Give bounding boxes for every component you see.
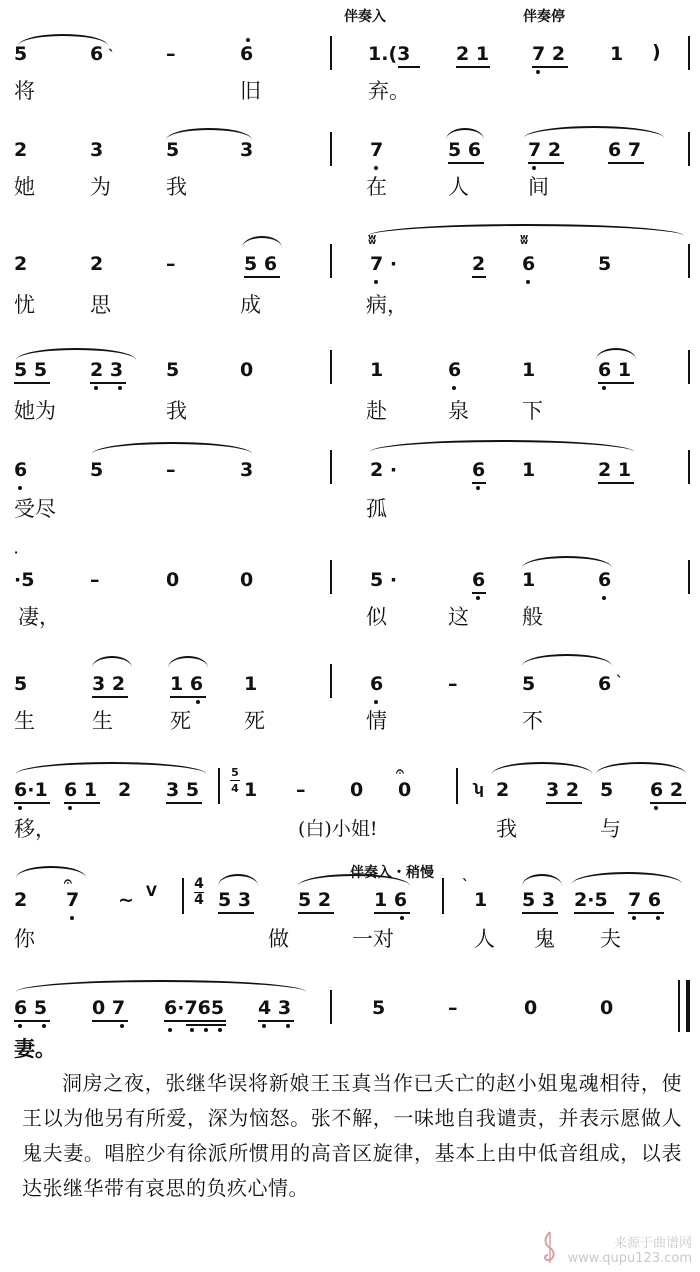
slur [16, 762, 206, 774]
bar-line [218, 768, 220, 804]
note: 5 2 [298, 889, 332, 911]
lyric: 妻。 [14, 1036, 56, 1061]
underline [650, 802, 686, 804]
slur [522, 654, 612, 666]
description-paragraph: 洞房之夜，张继华误将新娘王玉真当作已夭亡的赵小姐鬼魂相待，使王以为他另有所爱，深为恼怒。张不解，一味地自我谴责，并表示愿做人鬼夫妻。唱腔少有徐派所惯用的高音区旋律，基本上由中低音组成，以表达张继华带有哀思的负疚心情。 [22, 1071, 682, 1200]
note: 6 7 [608, 139, 642, 161]
note: 5 [598, 253, 612, 275]
note: 3 [240, 459, 254, 481]
dot [374, 280, 378, 284]
note: 0 [240, 569, 254, 591]
underline [598, 382, 634, 384]
note: 0 7 [92, 997, 126, 1019]
lyric: 泉 [448, 399, 469, 423]
lyric: 一对 [352, 927, 394, 951]
slur [522, 556, 612, 568]
note: 6 1 [598, 359, 632, 381]
note: – [166, 253, 176, 275]
lyric: 为 [90, 175, 111, 199]
note: 6 [472, 569, 486, 591]
dot [400, 916, 404, 920]
dot [286, 1024, 290, 1028]
lyric: 病， [366, 293, 408, 317]
note: 7 2 [528, 139, 562, 161]
score-line-6 [0, 542, 700, 662]
note: 1 [522, 459, 536, 481]
underline [298, 912, 334, 914]
slur [16, 980, 306, 992]
note: 6 2 [650, 779, 684, 801]
note: – [90, 569, 100, 591]
note: 1 6 [374, 889, 408, 911]
underline [92, 696, 128, 698]
note: 2 1 [598, 459, 632, 481]
watermark-title: 来源于曲谱网 [613, 1236, 692, 1251]
underline [472, 482, 486, 484]
lyric: 赴 [366, 399, 387, 423]
lyric: 将 [14, 79, 35, 103]
breath-mark: ˎ [108, 36, 115, 52]
note: 2 [118, 779, 132, 801]
lyric: 人 [448, 175, 469, 199]
underline [258, 1020, 294, 1022]
note: 6 1 [64, 779, 98, 801]
note: ·5 [14, 569, 35, 591]
bar-line [330, 244, 332, 278]
underline [528, 162, 564, 164]
score-line-5 [0, 436, 700, 556]
note: – [166, 43, 176, 65]
note: 3 2 [92, 673, 126, 695]
slur [492, 762, 592, 774]
time-signature: 4 4 [194, 876, 204, 908]
lyric: 我 [166, 175, 187, 199]
note: 0 [524, 997, 538, 1019]
dot [68, 806, 72, 810]
lyric: (白)小姐! [298, 818, 378, 840]
dot [168, 1028, 172, 1032]
note: 3 [240, 139, 254, 161]
underline [398, 66, 420, 68]
note: 2 [14, 889, 28, 911]
underline [218, 912, 254, 914]
trill-mark: ʬ [368, 232, 377, 248]
dot [94, 386, 98, 390]
dot [218, 1028, 222, 1032]
score-line-2 [0, 118, 700, 238]
dot [70, 916, 74, 920]
note: 5 3 [522, 889, 556, 911]
dot [374, 166, 378, 170]
score-line-8 [0, 752, 700, 872]
note: 7 [370, 139, 384, 161]
lyric: 受尽 [14, 497, 56, 521]
lyric: 夫 [600, 927, 621, 951]
slur [522, 874, 562, 886]
note: – [166, 459, 176, 481]
bar-line [688, 132, 690, 166]
note: 6 [472, 459, 486, 481]
note: 5 [600, 779, 614, 801]
note: 0 [600, 997, 614, 1019]
lyric: 成 [240, 293, 261, 317]
bar-line [688, 36, 690, 70]
lyric: 在 [366, 175, 387, 199]
dot [190, 1028, 194, 1032]
slur [524, 126, 664, 138]
dot [656, 916, 660, 920]
dot [196, 700, 200, 704]
fermata-icon: 𝄐 [396, 764, 404, 780]
lyric: 不 [522, 709, 543, 733]
note: 5 [166, 359, 180, 381]
score-line-7 [0, 648, 700, 768]
bar-line [330, 36, 332, 70]
underline [472, 592, 486, 594]
treble-clef-icon [538, 1230, 562, 1264]
bar-line [688, 244, 690, 278]
note: 1 [370, 359, 384, 381]
bar-line [330, 350, 332, 384]
note: 2 [14, 253, 28, 275]
lyric: 她 [14, 175, 35, 199]
note: 6·765 [164, 997, 225, 1019]
accompaniment-stop-mark: 伴奏停 [523, 9, 565, 25]
underline [186, 1024, 226, 1026]
note: 5 [14, 43, 28, 65]
lyric: 般 [522, 605, 543, 629]
note: 6 [598, 569, 612, 591]
trill-mark: ʬ [520, 232, 529, 248]
slur [168, 656, 208, 668]
bar-line [182, 878, 184, 914]
final-bar-line-thick [686, 980, 690, 1032]
underline [164, 1020, 226, 1022]
score-line-4 [0, 330, 700, 450]
lyric: 下 [522, 399, 543, 423]
dot [532, 166, 536, 170]
slur [92, 656, 132, 668]
bar-line [688, 560, 690, 594]
note: 1 [610, 43, 624, 65]
note: 5 6 [244, 253, 278, 275]
lyric: 忧 [14, 293, 35, 317]
accompaniment-in-mark: 伴奏入 [344, 9, 386, 25]
dot [374, 700, 378, 704]
underline [14, 382, 50, 384]
note: 3 2 [546, 779, 580, 801]
underline [374, 912, 410, 914]
final-bar-line-thin [678, 980, 680, 1032]
slur [596, 762, 686, 774]
breath-mark: ᐯ [146, 884, 157, 900]
note: 2 · [370, 459, 398, 481]
lyric: 这 [448, 605, 469, 629]
watermark [567, 1232, 692, 1266]
note: 6 [90, 43, 104, 65]
bar-line [330, 132, 332, 166]
note: 6 [448, 359, 462, 381]
note: 0 [240, 359, 254, 381]
lyric: 孤 [366, 497, 387, 521]
free-tempo-mark: ʮ [474, 782, 484, 798]
note: 2·5 [574, 889, 608, 911]
note: 1 [522, 359, 536, 381]
score-line-9 [0, 856, 700, 976]
note: 1 [244, 673, 258, 695]
note: 5 3 [218, 889, 252, 911]
breath-mark: ˋ [462, 878, 469, 894]
bar-line [330, 664, 332, 698]
underline [244, 276, 280, 278]
lyric: 我 [496, 817, 517, 841]
time-signature: 5 4 [231, 766, 239, 795]
lyric: 与 [600, 817, 621, 841]
dot [246, 38, 250, 42]
lyric: 旧 [240, 79, 261, 103]
description-text [22, 1066, 682, 1206]
dot [526, 280, 530, 284]
lyric: 似 [366, 605, 387, 629]
underline [608, 162, 644, 164]
note: 6 [370, 673, 384, 695]
dot [120, 1024, 124, 1028]
note: 5 [14, 673, 28, 695]
underline [92, 1020, 128, 1022]
lyric: 移， [14, 817, 56, 841]
note: 6 5 [14, 997, 48, 1019]
dot [452, 386, 456, 390]
lyric: 鬼 [534, 927, 555, 951]
bar-line [456, 768, 458, 804]
note: 5 [372, 997, 386, 1019]
note: 2 1 [456, 43, 490, 65]
dot [536, 70, 540, 74]
bar-line [688, 350, 690, 384]
note: 1 6 [170, 673, 204, 695]
accompaniment-in-slow-mark: 伴奏入・稍慢 [350, 865, 434, 881]
underline [598, 482, 634, 484]
dot [18, 486, 22, 490]
note: 1 [522, 569, 536, 591]
note: ) [652, 41, 661, 63]
lyric: 我 [166, 399, 187, 423]
bar-line [330, 560, 332, 594]
underline [90, 382, 126, 384]
dot [476, 596, 480, 600]
underline [546, 802, 582, 804]
dot [18, 806, 22, 810]
dot [42, 1024, 46, 1028]
slur [16, 866, 86, 878]
underline [456, 66, 490, 68]
breath-mark: ˎ [616, 662, 623, 678]
lyric: 情 [366, 709, 387, 733]
lyric: 做 [268, 927, 289, 951]
note: – [448, 673, 458, 695]
slur [370, 440, 634, 452]
fermata-icon: 𝄐 [64, 874, 72, 890]
note: 5 6 [448, 139, 482, 161]
watermark-url: www.qupu123.com [567, 1251, 692, 1266]
note: ~ [118, 889, 134, 911]
note: 0 [398, 779, 412, 801]
bar-line [688, 450, 690, 484]
note: 6 [240, 43, 254, 65]
note: 6 [14, 459, 28, 481]
score-line-3 [0, 224, 700, 344]
note: 5 · [370, 569, 398, 591]
lyric: 生 [92, 709, 113, 733]
note: 2 [496, 779, 510, 801]
lyric: 她为 [14, 399, 56, 423]
note: 1 [474, 889, 488, 911]
note: 7 [66, 889, 80, 911]
slur [92, 442, 252, 454]
underline [574, 912, 614, 914]
dot [18, 1024, 22, 1028]
dot [632, 916, 636, 920]
lyric: 人 [474, 927, 495, 951]
note: 3 [90, 139, 104, 161]
note: – [296, 779, 306, 801]
dot [602, 596, 606, 600]
note: 5 [522, 673, 536, 695]
dot [262, 1024, 266, 1028]
note: 6·1 [14, 779, 48, 801]
note: 7 2 [532, 43, 566, 65]
note: 4 3 [258, 997, 292, 1019]
underline [522, 912, 558, 914]
underline [532, 66, 568, 68]
bar-line [442, 878, 444, 914]
dot [654, 806, 658, 810]
dot [602, 386, 606, 390]
score-line-1 [0, 0, 700, 120]
lyric: 你 [14, 927, 35, 951]
lyric: 生 [14, 709, 35, 733]
note: 5 [166, 139, 180, 161]
note: 1.(3 [368, 43, 411, 65]
note: 6 [598, 673, 612, 695]
dot [476, 486, 480, 490]
bar-line [330, 450, 332, 484]
note: 0 [350, 779, 364, 801]
note: 2 [14, 139, 28, 161]
dot [204, 1028, 208, 1032]
lyric: 间 [528, 175, 549, 199]
underline [166, 802, 202, 804]
note: 7 6 [628, 889, 662, 911]
note: 1 [244, 779, 258, 801]
bar-line [330, 990, 332, 1024]
dot [118, 386, 122, 390]
note: – [448, 997, 458, 1019]
lyric: 思 [90, 293, 111, 317]
note: 5 [90, 459, 104, 481]
slur [242, 236, 282, 248]
note: 6 [522, 253, 536, 275]
underline [472, 276, 486, 278]
note: 2 [472, 253, 486, 275]
underline [14, 1020, 50, 1022]
note: 7 · [370, 253, 398, 275]
lyric: 死 [170, 709, 191, 733]
slur [218, 874, 258, 886]
note: 5 5 [14, 359, 48, 381]
slur [572, 872, 682, 884]
note: 0 [166, 569, 180, 591]
score-line-10 [0, 962, 700, 1082]
note: 2 3 [90, 359, 124, 381]
underline [170, 696, 206, 698]
underline [14, 802, 50, 804]
note: 2 [90, 253, 104, 275]
underline [448, 162, 484, 164]
lyric: 凄， [18, 605, 60, 629]
lyric: 弃。 [368, 79, 410, 103]
underline [628, 912, 664, 914]
note: 3 5 [166, 779, 200, 801]
lyric: 死 [244, 709, 265, 733]
underline [64, 802, 100, 804]
time-signature-small: · [14, 546, 19, 559]
